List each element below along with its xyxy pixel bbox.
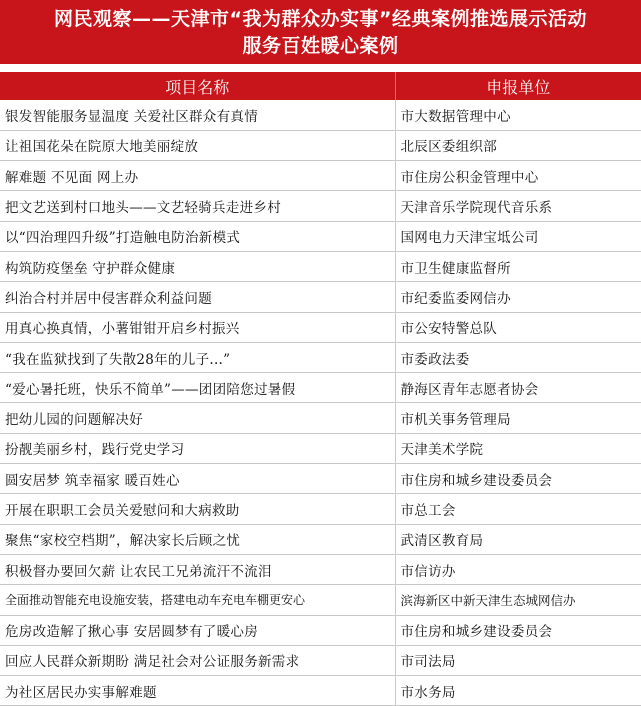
reporting-unit-cell: 市住房公积金管理中心 [395,161,641,191]
project-name-cell: 以“四治理四升级”打造触电防治新模式 [0,221,395,251]
project-name-cell: 开展在职职工会员关爱慰问和大病救助 [0,494,395,524]
project-name-cell: 把文艺送到村口地头——文艺轻骑兵走进乡村 [0,191,395,221]
reporting-unit-cell: 市水务局 [395,676,641,706]
reporting-unit-cell: 市公安特警总队 [395,312,641,342]
project-name-cell: 银发智能服务显温度 关爱社区群众有真情 [0,100,395,130]
project-name-cell: 积极督办要回欠薪 让农民工兄弟流汗不流泪 [0,554,395,584]
table-row [0,342,641,372]
reporting-unit-cell: 市司法局 [395,645,641,675]
table-row [0,312,641,342]
project-name-cell: 解难题 不见面 网上办 [0,161,395,191]
project-name-cell: 把幼儿园的问题解决好 [0,403,395,433]
project-name-cell: “我在监狱找到了失散28年的儿子...” [0,342,395,372]
reporting-unit-cell: 市住房和城乡建设委员会 [395,464,641,494]
reporting-unit-cell: 天津音乐学院现代音乐系 [395,191,641,221]
project-name-cell: 危房改造解了揪心事 安居圆梦有了暖心房 [0,615,395,645]
project-name-cell: “爱心暑托班，快乐不简单”——团团陪您过暑假 [0,373,395,403]
project-name-cell: 为社区居民办实事解难题 [0,676,395,706]
reporting-unit-cell: 市委政法委 [395,342,641,372]
column-header-project: 项目名称 [0,72,395,100]
table-row [0,282,641,312]
table-row [0,645,641,675]
table-row [0,130,641,160]
page-title-line-1: 网民观察——天津市“我为群众办实事”经典案例推选展示活动 [54,8,587,30]
project-name-cell: 圆安居梦 筑幸福家 暖百姓心 [0,464,395,494]
case-table [0,72,641,706]
table-row [0,615,641,645]
project-name-cell: 构筑防疫堡垒 守护群众健康 [0,251,395,281]
reporting-unit-cell: 市总工会 [395,494,641,524]
project-name-cell: 回应人民群众新期盼 满足社会对公证服务新需求 [0,645,395,675]
reporting-unit-cell: 天津美术学院 [395,433,641,463]
table-row [0,585,641,615]
table-row [0,433,641,463]
table-row [0,524,641,554]
table-row [0,373,641,403]
table-row [0,191,641,221]
table-row [0,676,641,706]
reporting-unit-cell: 武清区教育局 [395,524,641,554]
table-row [0,494,641,524]
reporting-unit-cell: 市纪委监委网信办 [395,282,641,312]
project-name-cell: 用真心换真情，小薯钳钳开启乡村振兴 [0,312,395,342]
reporting-unit-cell: 北辰区委组织部 [395,130,641,160]
page-title-line-2: 服务百姓暖心案例 [242,35,399,57]
table-row [0,100,641,130]
project-name-cell: 聚焦“家校空档期”，解决家长后顾之忧 [0,524,395,554]
table-header-row [0,72,641,100]
project-name-cell: 扮靓美丽乡村，践行党史学习 [0,433,395,463]
reporting-unit-cell: 静海区青年志愿者协会 [395,373,641,403]
banner-gap [0,64,641,72]
table-row [0,251,641,281]
reporting-unit-cell: 国网电力天津宝坻公司 [395,221,641,251]
column-header-unit: 申报单位 [395,72,641,100]
table-row [0,464,641,494]
table-row [0,403,641,433]
reporting-unit-cell: 市住房和城乡建设委员会 [395,615,641,645]
table-body [0,100,641,706]
reporting-unit-cell: 市机关事务管理局 [395,403,641,433]
table-row [0,161,641,191]
reporting-unit-cell: 滨海新区中新天津生态城网信办 [395,585,641,615]
reporting-unit-cell: 市大数据管理中心 [395,100,641,130]
reporting-unit-cell: 市信访办 [395,554,641,584]
title-banner [0,0,641,64]
project-name-cell: 全面推动智能充电设施安装，搭建电动车充电车棚更安心 [0,585,395,615]
table-row [0,221,641,251]
project-name-cell: 让祖国花朵在院原大地美丽绽放 [0,130,395,160]
project-name-cell: 纠治合村并居中侵害群众利益问题 [0,282,395,312]
reporting-unit-cell: 市卫生健康监督所 [395,251,641,281]
table-row [0,554,641,584]
